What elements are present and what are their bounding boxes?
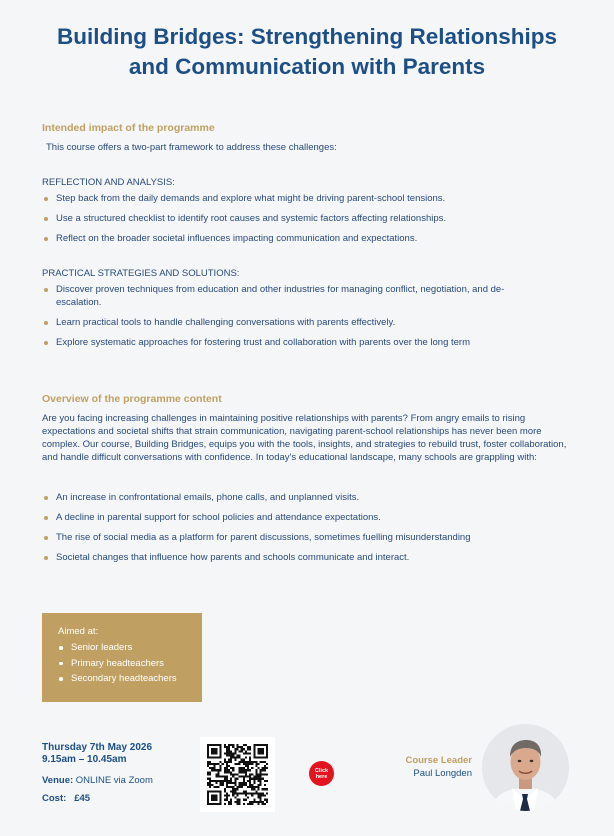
reflection-list — [42, 193, 562, 253]
aimed-at-box — [42, 613, 202, 702]
reflection-heading: REFLECTION AND ANALYSIS: — [42, 177, 175, 188]
portrait-icon — [482, 724, 569, 811]
list-item: Learn practical tools to handle challenging conversations with parents effectively. — [42, 317, 522, 330]
bullet-icon — [44, 197, 48, 201]
page-title — [20, 22, 594, 82]
impact-heading: Intended impact of the programme — [42, 122, 215, 134]
bullet-icon — [44, 536, 48, 540]
list-item: Primary headteachers — [58, 656, 202, 672]
bullet-icon — [44, 556, 48, 560]
bullet-icon — [44, 496, 48, 500]
event-date: Thursday 7th May 2026 — [42, 742, 153, 753]
event-details — [42, 742, 153, 804]
list-item: Societal changes that influence how parents and schools communicate and interact. — [42, 552, 562, 565]
aimed-at-list — [58, 640, 202, 687]
list-item: Senior leaders — [58, 640, 202, 656]
overview-list — [42, 492, 562, 572]
course-leader — [380, 755, 472, 779]
event-venue: Venue: ONLINE via Zoom — [42, 775, 153, 786]
bullet-icon — [59, 662, 63, 666]
page-title-line-2: and Communication with Parents — [128, 54, 486, 79]
practical-list — [42, 284, 522, 357]
list-item: Secondary headteachers — [58, 671, 202, 687]
list-item: An increase in confrontational emails, phone calls, and unplanned visits. — [42, 492, 562, 505]
list-item: A decline in parental support for school policies and attendance expectations. — [42, 512, 562, 525]
bullet-icon — [44, 321, 48, 325]
qr-code-graphic — [207, 744, 268, 805]
list-item: The rise of social media as a platform for parent discussions, sometimes fuelling misunderstanding — [42, 532, 562, 545]
list-item: Use a structured checklist to identify root causes and systemic factors affecting relationships. — [42, 213, 562, 226]
bullet-icon — [44, 217, 48, 221]
course-leader-role: Course Leader — [405, 755, 472, 766]
course-leader-name: Paul Longden — [413, 768, 472, 779]
overview-paragraph: Are you facing increasing challenges in maintaining positive relationships with parents? From angry emails to rising expectations and societal shifts that strain communication, navigating parent-school relationships has never been more complex. Our course, Building Bridges, equips you with the tools, insights, and strategies to rebuild trust, foster collaboration, and handle difficult conversations with confidence. In today's educational landscape, many schools are grappling with: — [42, 413, 567, 463]
click-here-button[interactable]: Click here — [309, 761, 334, 786]
overview-heading: Overview of the programme content — [42, 393, 222, 405]
list-item: Discover proven techniques from education and other industries for managing conflict, negotiation, and de-escalation. — [42, 284, 522, 309]
list-item: Explore systematic approaches for fostering trust and collaboration with parents over the long term — [42, 337, 522, 350]
list-item: Step back from the daily demands and explore what might be driving parent-school tensions. — [42, 193, 562, 206]
course-leader-photo — [482, 724, 569, 811]
bullet-icon — [59, 677, 63, 681]
event-cost: Cost: £45 — [42, 793, 91, 804]
bullet-icon — [44, 288, 48, 292]
impact-intro: This course offers a two-part framework to address these challenges: — [46, 142, 337, 153]
bullet-icon — [59, 646, 63, 650]
page-title-line-1: Building Bridges: Strengthening Relationships — [56, 24, 557, 49]
bullet-icon — [44, 516, 48, 520]
bullet-icon — [44, 341, 48, 345]
event-time: 9.15am – 10.45am — [42, 754, 127, 765]
qr-code-icon[interactable] — [200, 737, 275, 812]
list-item: Reflect on the broader societal influences impacting communication and expectations. — [42, 233, 562, 246]
practical-heading: PRACTICAL STRATEGIES AND SOLUTIONS: — [42, 268, 240, 279]
bullet-icon — [44, 237, 48, 241]
aimed-at-label: Aimed at: — [58, 626, 99, 637]
